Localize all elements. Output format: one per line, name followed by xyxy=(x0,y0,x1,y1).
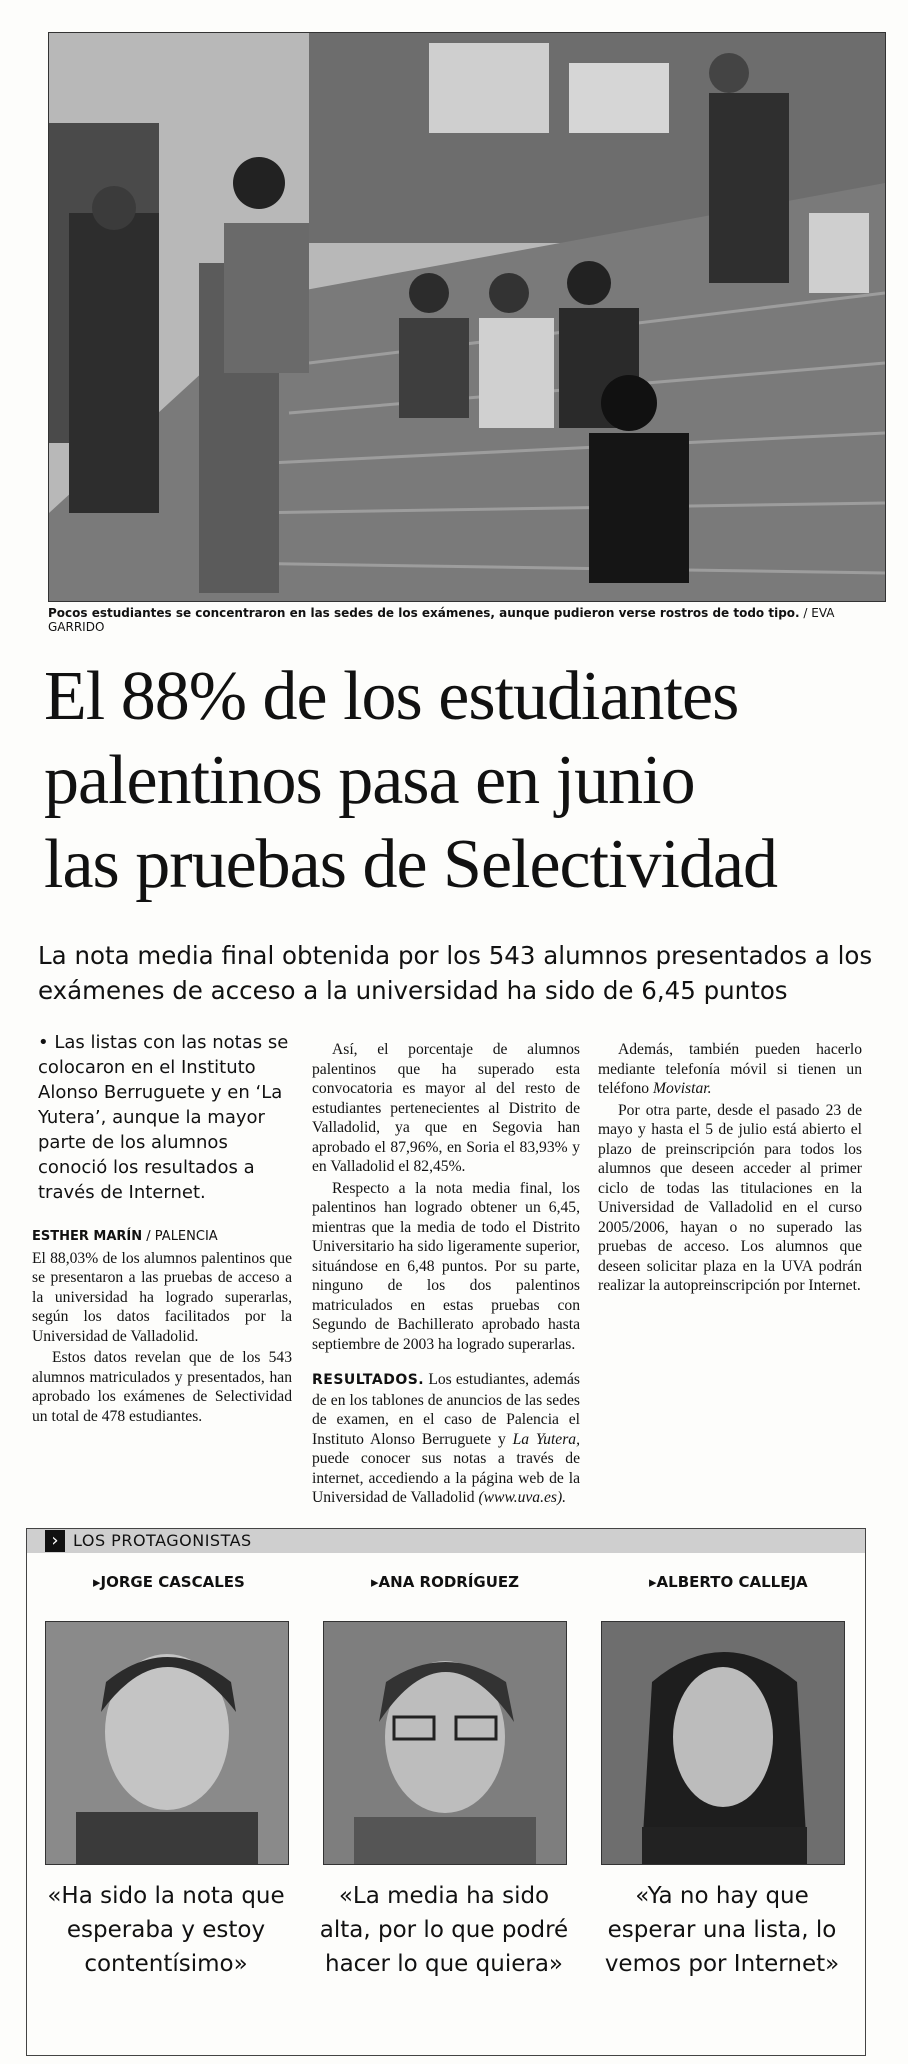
paragraph: Respecto a la nota media final, los palentinos han logrado obtener un 6,45, mientras que la media de todo el Distrito Universitario ha sido ligeramente superior, situándose en 6,48 puntos. Por su parte, ninguno de los dos palentinos matriculados en estas pruebas con Segundo de Bachillerato aprobado hasta septiembre de 2003 ha logrado superarlas. xyxy=(312,1179,580,1353)
paragraph-text: Los estudiantes, además de en los tablones de anuncios de las sedes de examen, en el caso de Palencia el Instituto Alonso Berruguete y xyxy=(312,1371,580,1448)
person-name: ▸JORGE CASCALES xyxy=(93,1573,245,1591)
students-on-steps-illustration xyxy=(49,33,885,601)
person-quote: «Ya no hay que esperar una lista, lo vemos por Internet» xyxy=(604,1883,840,1977)
person-name: ▸ALBERTO CALLEJA xyxy=(649,1573,808,1591)
location: / PALENCIA xyxy=(146,1229,218,1244)
person-quote: «Ha sido la nota que esperaba y estoy contentísimo» xyxy=(47,1883,285,1977)
byline xyxy=(32,1227,292,1247)
subhead-line: exámenes de acceso a la universidad ha sido de 6,45 puntos xyxy=(38,976,788,1005)
photo-caption xyxy=(48,606,888,634)
box-header xyxy=(27,1529,865,1553)
article-column-3 xyxy=(598,1040,862,1296)
section-label: RESULTADOS. xyxy=(312,1372,425,1388)
headline xyxy=(44,655,889,907)
portrait-photo xyxy=(323,1621,567,1865)
url-text: (www.uva.es). xyxy=(478,1489,567,1506)
paragraph-text: Además, también pueden hacerlo mediante telefonía móvil si tienen un teléfono xyxy=(598,1041,862,1097)
protagonistas-box xyxy=(26,1528,866,2056)
person-name-text: ANA RODRÍGUEZ xyxy=(378,1573,520,1591)
article-column-2 xyxy=(312,1040,580,1508)
main-photo xyxy=(48,32,886,602)
italic-text: La Yutera, xyxy=(512,1430,580,1448)
article-column-1 xyxy=(32,1030,292,1426)
portrait-illustration xyxy=(324,1622,566,1864)
portrait-photo xyxy=(45,1621,289,1865)
italic-text: Movistar. xyxy=(653,1080,712,1097)
person-name: ▸ANA RODRÍGUEZ xyxy=(371,1573,520,1591)
portrait-illustration xyxy=(602,1622,844,1864)
chevron-right-icon: › xyxy=(45,1530,65,1552)
headline-line: las pruebas de Selectividad xyxy=(44,826,778,903)
subhead-line: La nota media final obtenida por los 543 alumnos presentados a los xyxy=(38,941,873,970)
person-name-text: ALBERTO CALLEJA xyxy=(656,1573,808,1591)
paragraph: Así, el porcentaje de alumnos palentinos que ha superado esta convocatoria es mayor al del resto de estudiantes pertenecientes al Distrito de Valladolid, ya que en Segovia han aprobado el 87,96%, en Soria el 83,93% y en Valladolid el 82,45%. xyxy=(312,1041,580,1175)
summary-bullet: • Las listas con las notas se colocaron en el Instituto Alonso Berruguete y en ‘La Yutera’, aunque la mayor parte de los alumnos conoció los resultados a través de Internet. xyxy=(38,1032,289,1203)
person-name-text: JORGE CASCALES xyxy=(100,1573,245,1591)
caption-text: Pocos estudiantes se concentraron en las sedes de los exámenes, aunque pudieron verse rostros de todo tipo. xyxy=(48,606,800,620)
person-quote: «La media ha sido alta, por lo que podré hacer lo que quiera» xyxy=(319,1883,569,1977)
box-title: LOS PROTAGONISTAS xyxy=(73,1531,252,1550)
portrait-photo xyxy=(601,1621,845,1865)
portrait-illustration xyxy=(46,1622,288,1864)
paragraph: Por otra parte, desde el pasado 23 de mayo y hasta el 5 de julio está abierto el plazo de preinscripción para todos los alumnos que deseen acceder al primer ciclo de todas las titulaciones en la Universidad de Valladolid en el curso 2005/2006, hayan o no superado las pruebas de acceso. Los alumnos que deseen solicitar plaza en la UVA podrán realizar la autopreinscripción por Internet. xyxy=(598,1101,862,1294)
photo-credit: / EVA GARRIDO xyxy=(48,606,835,634)
paragraph-resultados xyxy=(312,1370,580,1508)
paragraph-text: puede conocer sus notas a través de internet, accediendo a la página web de la Universidad de Valladolid xyxy=(312,1450,580,1506)
paragraph: El 88,03% de los alumnos palentinos que se presentaron a las pruebas de acceso a la universidad ha logrado superarlas, según los datos facilitados por la Universidad de Valladolid. xyxy=(32,1249,292,1345)
author: ESTHER MARÍN xyxy=(32,1229,143,1244)
bullet-text: Las listas con las notas se colocaron en el Instituto Alonso Berruguete y en ‘La Yutera’, aunque la mayor parte de los alumnos conoció los resultados a través de Internet. xyxy=(38,1032,289,1203)
headline-line: palentinos pasa en junio xyxy=(44,742,695,819)
paragraph xyxy=(598,1040,862,1099)
paragraph: Estos datos revelan que de los 543 alumnos matriculados y presentados, han aprobado los exámenes de Selectividad un total de 478 estudiantes. xyxy=(32,1349,292,1425)
headline-line: El 88% de los estudiantes xyxy=(44,658,739,735)
subheadline xyxy=(38,938,878,1008)
